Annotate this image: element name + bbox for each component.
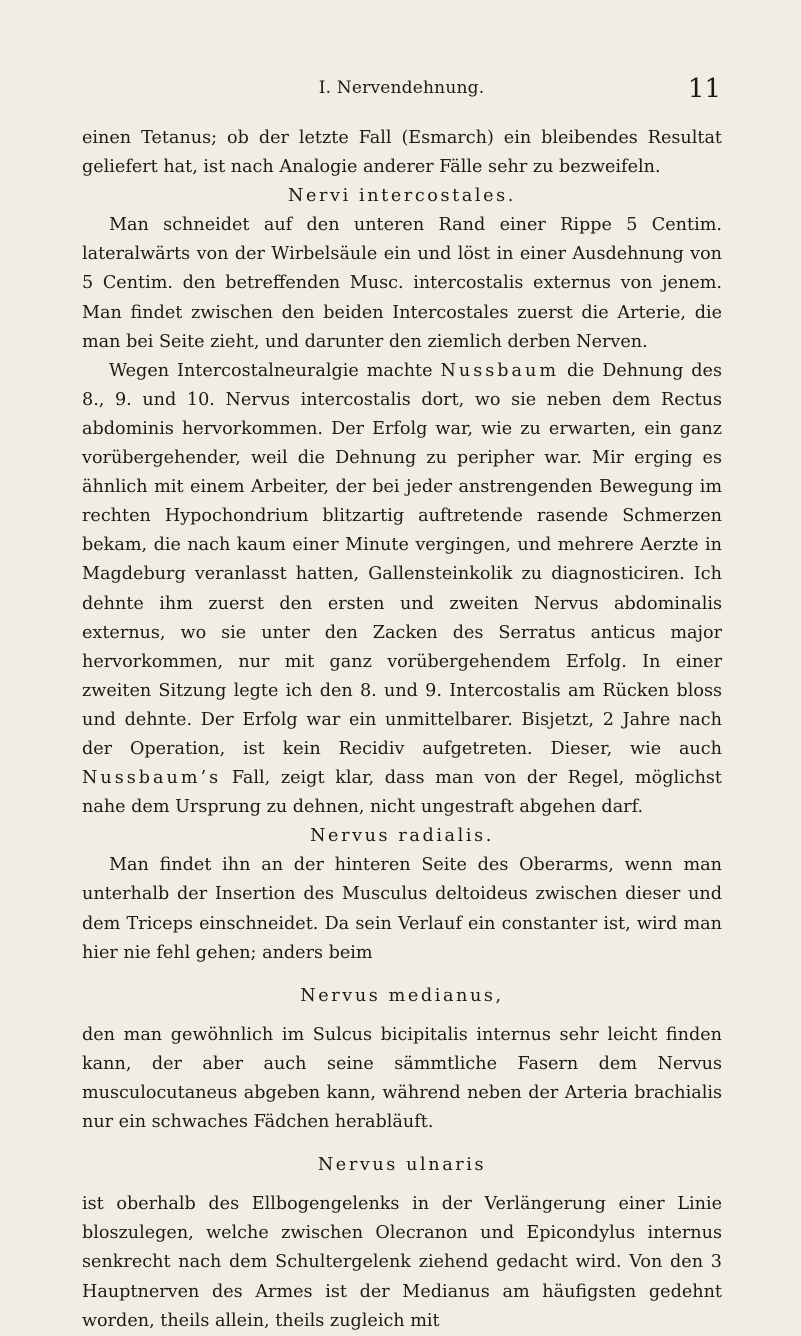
text-run: die Dehnung des 8., 9. und 10. Nervus intercostalis dort, wo sie neben dem Rectus abdominis hervorkommen. Der Erfolg war, wie zu erwarten, ein ganz vorübergehender, weil die Dehnung zu peripher war. Mir erging es ähnlich mit einem Arbeiter, der bei jeder anstrengenden Bewegung im rechten Hypochondrium blitzartig auftretende rasende Schmerzen bekam, die nach kaum einer Minute vergingen, und mehrere Aerzte in Magdeburg veranlasst hatten, Gallensteinkolik zu diagnosticiren. Ich dehnte ihm zuerst den ersten und zweiten Nervus abdominalis externus, wo sie unter den Zacken des Serratus anticus major hervorkommen, nur mit ganz vorübergehendem Erfolg. In einer zweiten Sitzung legte ich den 8. und 9. Intercostalis am Rücken bloss und dehnte. Der Erfolg war ein unmittelbarer. Bisjetzt, 2 Jahre nach der Operation, ist kein Recidiv aufgetreten. Dieser, wie auch	[82, 360, 722, 759]
heading-nervi-intercostales: Nervi intercostales.	[288, 186, 516, 207]
text-run: Wegen Intercostalneuralgie machte	[109, 360, 441, 381]
paragraph-intercostalneuralgie	[82, 357, 722, 823]
paragraph-intercostales-technique: Man schneidet auf den unteren Rand einer Rippe 5 Centim. lateralwärts von der Wirbelsäule ein und löst in einer Ausdehnung von 5 Centim. den betreffenden Musc. intercostalis externus von jenem. Man findet zwischen den beiden Intercostales zuerst die Arterie, die man bei Seite zieht, und darunter den ziemlich derben Nerven.	[82, 215, 722, 352]
paragraph-tetanus: einen Tetanus; ob der letzte Fall (Esmarch) ein bleibendes Resultat geliefert hat, ist nach Analogie anderer Fälle sehr zu bezweifeln.	[82, 128, 722, 178]
body-text	[82, 124, 722, 1336]
heading-nervus-ulnaris: Nervus ulnaris	[317, 1155, 487, 1176]
text-run: Fall, zeigt klar, dass man von der Regel, möglichst nahe dem Ursprung zu dehnen, nicht ungestraft abgehen darf.	[82, 768, 722, 818]
author-name-nussbaums: Nussbaum’s	[82, 768, 222, 789]
running-title: I. Nervendehnung.	[318, 78, 485, 98]
paragraph-ulnaris: ist oberhalb des Ellbogengelenks in der Verlängerung einer Linie bloszulegen, welche zwischen Olecranon und Epicondylus internus senkrecht nach dem Schultergelenk ziehend gedacht wird. Von den 3 Hauptnerven des Armes ist der Medianus am häufigsten gedehnt worden, theils allein, theils zugleich mit	[82, 1194, 722, 1331]
heading-nervus-radialis: Nervus radialis.	[310, 826, 494, 847]
author-name-nussbaum: Nussbaum	[440, 360, 560, 381]
paragraph-radialis: Man findet ihn an der hinteren Seite des Oberarms, wenn man unterhalb der Insertion des Musculus deltoideus zwischen dieser und dem Triceps einschneidet. Da sein Verlauf ein constanter ist, wird man hier nie fehl gehen; anders beim	[82, 855, 722, 963]
page-number: 11	[687, 74, 721, 104]
paragraph-medianus: den man gewöhnlich im Sulcus bicipitalis internus sehr leicht finden kann, der aber auch seine sämmtliche Fasern dem Nervus musculocutaneus abgeben kann, während neben der Arteria brachialis nur ein schwaches Fädchen herabläuft.	[82, 1024, 722, 1133]
heading-nervus-medianus: Nervus medianus,	[300, 985, 504, 1006]
running-head	[82, 76, 721, 106]
